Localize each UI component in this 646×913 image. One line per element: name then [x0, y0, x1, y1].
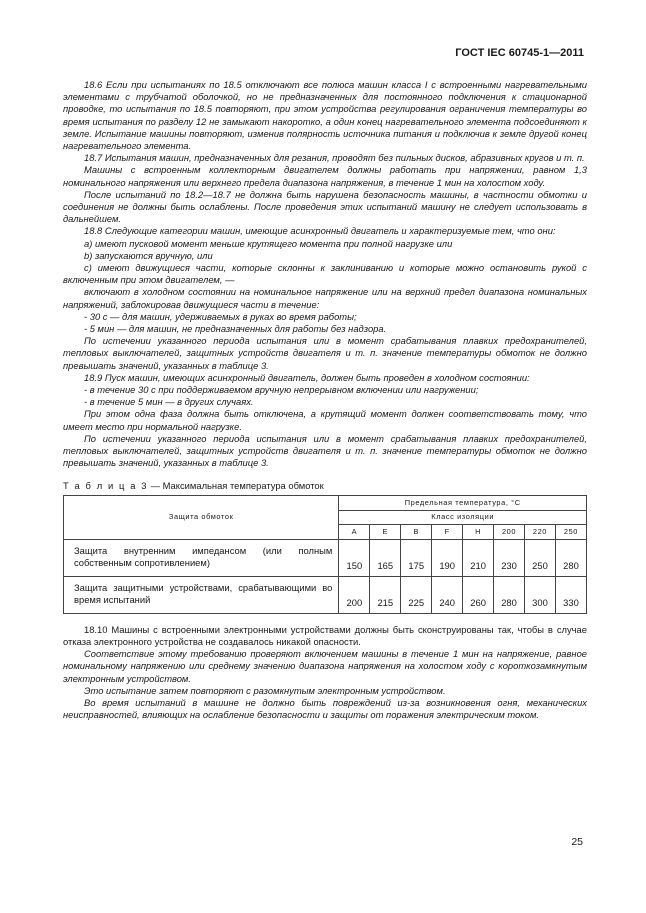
paragraph-18-8: 18.8 Следующие категории машин, имеющие асинхронный двигатель и характеризуемые тем, что они: [84, 225, 556, 237]
row-label-impedance: Защита внутренним импедансом (или полным собственным сопротивлением) [64, 539, 339, 576]
paragraph-repeat-open: Это испытание затем повторяют с разомкнутым электронным устройством. [84, 684, 446, 696]
table-cell: 190 [432, 539, 463, 576]
table-cell: 200 [339, 576, 370, 613]
section-18-10 [63, 624, 587, 722]
table-cell: 330 [555, 576, 586, 613]
table-cell: 300 [525, 576, 556, 613]
table-cell: 250 [525, 539, 556, 576]
table-cell: 165 [370, 539, 401, 576]
column-header-protection: Защита обмоток [64, 495, 339, 539]
class-header: A [339, 524, 370, 539]
class-header: E [370, 524, 401, 539]
class-header: 220 [525, 524, 556, 539]
table-cell: 175 [401, 539, 432, 576]
paragraph-temperature-2: По истечении указанного периода испытания или в момент срабатывания плавких предохранителей, тепловых выключателей, защитных устройств двигателя и т. п. значение температуры обмоток не должно превышать значений, указанных в таблице 3. [63, 432, 587, 469]
paragraph-temperature-1: По истечении указанного периода испытания или в момент срабатывания плавких предохранителей, тепловых выключателей, защитных устройств двигателя и т. п. значение температуры обмоток не должно превышать значений, указанных в таблице 3. [63, 335, 587, 371]
table-cell: 215 [370, 576, 401, 613]
table-cell: 225 [401, 576, 432, 613]
paragraph-cold-start: включают в холодном состоянии на номинальное напряжение или на верхний предел диапазона номинальных напряжений, заблокировав движущиеся части в течение: [63, 286, 587, 310]
class-header: F [432, 524, 463, 539]
paragraph-phase-off: При этом одна фаза должна быть отключена, а крутящий момент должен соответствовать тому, что имеет место при нормальной нагрузке. [63, 408, 587, 432]
table-cell: 280 [494, 576, 525, 613]
table-cell: 260 [463, 576, 494, 613]
page-number: 25 [571, 836, 583, 848]
dash-item-30s-manual: - в течение 30 с при поддерживаемом вручную непрерывном включении или нагружении; [84, 384, 479, 396]
paragraph-collector-motor: Машины с встроенным коллекторным двигателем должны работать при напряжении, равном 1,3 номинального напряжения или верхнего предела диапазона напряжения, в течение 1 мин на холостом ходу. [63, 164, 587, 188]
paragraph-compliance-check: Соответствие этому требованию проверяют включением машины в течение 1 мин на напряжение, равное номинальному напряжению или среднему значению диапазона напряжения на холостом ходу с короткозамкнутым электронным устройством. [63, 648, 587, 684]
table-cell: 280 [555, 539, 586, 576]
list-item-c: c) имеют движущиеся части, которые склонны к заклиниванию и которые можно остановить рукой с включенным при этом двигателем, — [63, 262, 587, 286]
table-row [64, 539, 587, 576]
column-header-limit-temperature: Предельная температура, °С [339, 495, 587, 510]
document-header: ГОСТ IEC 60745-1—2011 [455, 47, 584, 59]
class-header: 250 [555, 524, 586, 539]
paragraph-18-7: 18.7 Испытания машин, предназначенных для резания, проводят без пильных дисков, абразивных кругов и т. п. [84, 152, 585, 164]
table-caption-prefix: Т а б л и ц а 3 [63, 479, 149, 491]
table-cell: 240 [432, 576, 463, 613]
paragraph-18-9: 18.9 Пуск машин, имеющих асинхронный двигатель, должен быть проведен в холодном состоянии: [84, 371, 530, 383]
class-header: 200 [494, 524, 525, 539]
dash-item-5min: - 5 мин — для машин, не предназначенных для работы без надзора. [84, 323, 387, 335]
class-header: B [401, 524, 432, 539]
dash-item-30s: - 30 с — для машин, удерживаемых в руках во время работы; [84, 310, 357, 322]
table-row [64, 576, 587, 613]
column-header-insulation-class: Класс изоляции [339, 510, 587, 524]
list-item-a: a) имеют пусковой момент меньше крутящего момента при полной нагрузке или [84, 237, 453, 249]
page-content [63, 79, 587, 721]
dash-item-5min-other: - в течение 5 мин — в других случаях. [84, 396, 254, 408]
paragraph-after-tests: После испытаний по 18.2—18.7 не должна быть нарушена безопасность машины, в частности обмотки и соединения не должны быть ослаблены. После проведения этих испытаний машину не следует использовать в дальнейшем. [63, 188, 587, 225]
list-item-b: b) запускаются вручную, или [84, 249, 213, 261]
paragraph-18-10: 18.10 Машины с встроенными электронными устройствами должны быть сконструированы так, чтобы в случае отказа электронного устройства не создавалось никакой опасности. [63, 623, 587, 647]
table-cell: 230 [494, 539, 525, 576]
table-caption [63, 480, 587, 492]
paragraph-no-damage: Во время испытаний в машине не должно быть повреждений из-за возникновения огня, механических неисправностей, влияющих на ослабление безопасности и защиты от поражения электрическим током. [63, 696, 587, 721]
winding-temperature-table [63, 495, 587, 614]
table-cell: 150 [339, 539, 370, 576]
paragraph-18-6: 18.6 Если при испытаниях по 18.5 отключают все полюса машин класса I с встроенными нагревательными элементами с трубчатой оболочкой, но не предназначенных для постоянного подключения к стационарной проводке, то испытания по 18.5 повторяют, при этом устройства регулирования ограничения температуры во время испытания по разделу 12 не замыкают накоротко, а один конец нагревательного элемента подсоединяют к земле. Испытание машины повторяют, изменив полярность источника питания и подключив к земле другой конец нагревательного элемента. [63, 79, 587, 152]
row-label-protective-devices: Защита защитными устройствами, срабатывающими во время испытаний [64, 576, 339, 613]
table-cell: 210 [463, 539, 494, 576]
table-caption-title: — Максимальная температура обмоток [148, 479, 324, 491]
class-header: H [463, 524, 494, 539]
